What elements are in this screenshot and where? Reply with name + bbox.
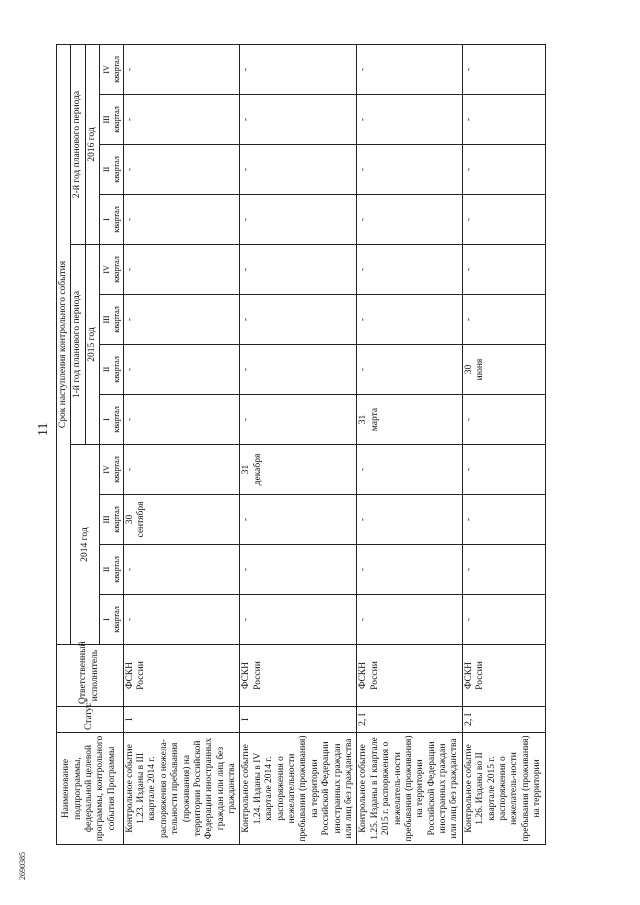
quarter-number: III <box>101 515 112 524</box>
rotated-table-container <box>56 45 616 845</box>
deadline-day: 30 <box>463 364 474 375</box>
deadline-day: 31 <box>358 414 369 425</box>
quarter-cell: - <box>462 395 545 445</box>
quarter-label: квартал <box>111 606 122 633</box>
quarter-cell: - <box>240 345 357 395</box>
quarter-cell: - <box>123 44 240 94</box>
quarter-cell: - <box>462 245 545 295</box>
quarter-cell: - <box>240 44 357 94</box>
quarter-cell: - <box>357 495 463 545</box>
quarter-header <box>100 95 123 145</box>
quarter-cell: - <box>123 295 240 345</box>
quarter-label: квартал <box>111 256 122 283</box>
deadline-day: 30 <box>124 514 135 525</box>
quarter-number: III <box>101 115 112 124</box>
quarter-cell: - <box>123 595 240 645</box>
quarter-cell: - <box>123 545 240 595</box>
document-code: 2690385 <box>18 852 27 880</box>
deadline-month: сентября <box>135 501 146 538</box>
quarter-header <box>100 195 123 245</box>
quarter-cell: - <box>462 44 545 94</box>
quarter-cell: - <box>462 445 545 495</box>
quarter-number: IV <box>101 265 112 274</box>
quarter-header <box>100 545 123 595</box>
quarter-label: квартал <box>111 106 122 133</box>
event-executor: ФСКН России <box>123 645 240 707</box>
event-name: Контрольное событие 1.24. Изданы в IV квартале 2014 г. распоряжения о нежелательности пребывания (проживания) на территории Российской Федерации иностранных граждан или лиц без гражданства <box>240 733 357 845</box>
quarter-cell: - <box>123 345 240 395</box>
quarter-cell: - <box>123 195 240 245</box>
quarter-cell: - <box>357 95 463 145</box>
deadline-month: июня <box>475 358 486 381</box>
table-row <box>240 44 357 844</box>
quarter-header <box>100 495 123 545</box>
quarter-cell: - <box>357 345 463 395</box>
quarter-header <box>100 395 123 445</box>
quarter-header <box>100 145 123 195</box>
quarter-cell: - <box>240 495 357 545</box>
quarter-header <box>100 595 123 645</box>
page-number: 11 <box>36 422 51 436</box>
table-row <box>357 44 463 844</box>
quarter-cell: - <box>240 595 357 645</box>
event-status: I <box>123 707 240 733</box>
header-executor: Ответственный исполнитель <box>57 645 124 707</box>
header-year-2016: 2016 год <box>85 44 99 244</box>
quarter-cell: - <box>462 495 545 545</box>
quarter-cell: - <box>123 145 240 195</box>
quarter-label: квартал <box>111 556 122 583</box>
quarter-cell: - <box>357 545 463 595</box>
quarter-number: I <box>101 618 112 621</box>
event-name: Контрольное событие 1.25. Изданы в I квартале 2015 г. распоряжения о нежелатель-ности пребывания (проживания) на территории Российской Федерации иностранных граждан или лиц без гражданства <box>357 733 463 845</box>
quarter-cell: - <box>240 195 357 245</box>
quarter-cell: - <box>357 145 463 195</box>
deadline-month: декабря <box>252 453 263 486</box>
quarter-number: III <box>101 315 112 324</box>
table-row <box>123 44 240 844</box>
quarter-label: квартал <box>111 506 122 533</box>
event-executor: ФСКН России <box>462 645 545 707</box>
header-deadline: Срок наступления контрольного события <box>57 44 71 644</box>
quarter-cell: - <box>357 44 463 94</box>
event-executor: ФСКН России <box>240 645 357 707</box>
quarter-cell: - <box>462 95 545 145</box>
quarter-cell: - <box>462 545 545 595</box>
quarter-cell <box>123 495 240 545</box>
quarter-label: квартал <box>111 456 122 483</box>
quarter-label: квартал <box>111 406 122 433</box>
header-name: Наименование подпрограммы, федеральной целевой программы, контрольного события Программы <box>57 733 124 845</box>
header-plan-period-2: 2-й год планового периода <box>71 44 85 244</box>
quarter-label: квартал <box>111 306 122 333</box>
event-name: Контрольное событие 1.26. Изданы во II квартале 2015 г. распоряжения о нежелатель-ности пребывания (проживания) на территории <box>462 733 545 845</box>
quarter-number: II <box>101 166 112 173</box>
quarter-cell <box>357 395 463 445</box>
quarter-number: II <box>101 566 112 573</box>
quarter-number: I <box>101 218 112 221</box>
quarter-label: квартал <box>111 206 122 233</box>
header-year-2015: 2015 год <box>85 245 99 445</box>
quarter-header <box>100 445 123 495</box>
quarter-cell: - <box>123 95 240 145</box>
table-body <box>123 44 545 844</box>
quarter-header <box>100 44 123 94</box>
quarter-cell: - <box>357 445 463 495</box>
event-status: 2, I <box>462 707 545 733</box>
quarter-cell: - <box>462 195 545 245</box>
quarter-cell <box>462 345 545 395</box>
quarter-cell: - <box>462 595 545 645</box>
event-status: I <box>240 707 357 733</box>
quarter-cell: - <box>240 245 357 295</box>
quarter-cell: - <box>240 295 357 345</box>
quarter-number: IV <box>101 65 112 74</box>
control-events-table <box>56 44 546 845</box>
quarter-cell: - <box>357 595 463 645</box>
quarter-cell: - <box>357 195 463 245</box>
event-executor: ФСКН России <box>357 645 463 707</box>
quarter-number: I <box>101 418 112 421</box>
quarter-cell: - <box>240 145 357 195</box>
event-name: Контрольное событие 1.23. Изданы в III квартале 2014 г. распоряжения о нежела-тельности пребывания (проживания) на территории Российской Федерации иностранных граждан или лиц без гражданства <box>123 733 240 845</box>
event-status: 2, I <box>357 707 463 733</box>
header-year-2014: 2014 год <box>71 445 100 645</box>
deadline-day: 31 <box>241 464 252 475</box>
quarter-label: квартал <box>111 56 122 83</box>
quarter-cell: - <box>240 545 357 595</box>
quarter-cell <box>240 445 357 495</box>
header-status: Статус* <box>57 707 124 733</box>
quarter-label: квартал <box>111 356 122 383</box>
quarter-header <box>100 245 123 295</box>
quarter-label: квартал <box>111 156 122 183</box>
quarter-number: II <box>101 366 112 373</box>
quarter-cell: - <box>123 395 240 445</box>
quarter-cell: - <box>357 295 463 345</box>
quarter-cell: - <box>123 245 240 295</box>
quarter-cell: - <box>357 245 463 295</box>
quarter-cell: - <box>240 95 357 145</box>
quarter-cell: - <box>123 445 240 495</box>
table-row <box>462 44 545 844</box>
quarter-header <box>100 345 123 395</box>
header-plan-period-1: 1-й год планового периода <box>71 245 85 445</box>
quarter-cell: - <box>240 395 357 445</box>
deadline-month: марта <box>369 407 380 432</box>
quarter-number: IV <box>101 465 112 474</box>
quarter-cell: - <box>462 145 545 195</box>
quarter-cell: - <box>462 295 545 345</box>
quarter-header <box>100 295 123 345</box>
